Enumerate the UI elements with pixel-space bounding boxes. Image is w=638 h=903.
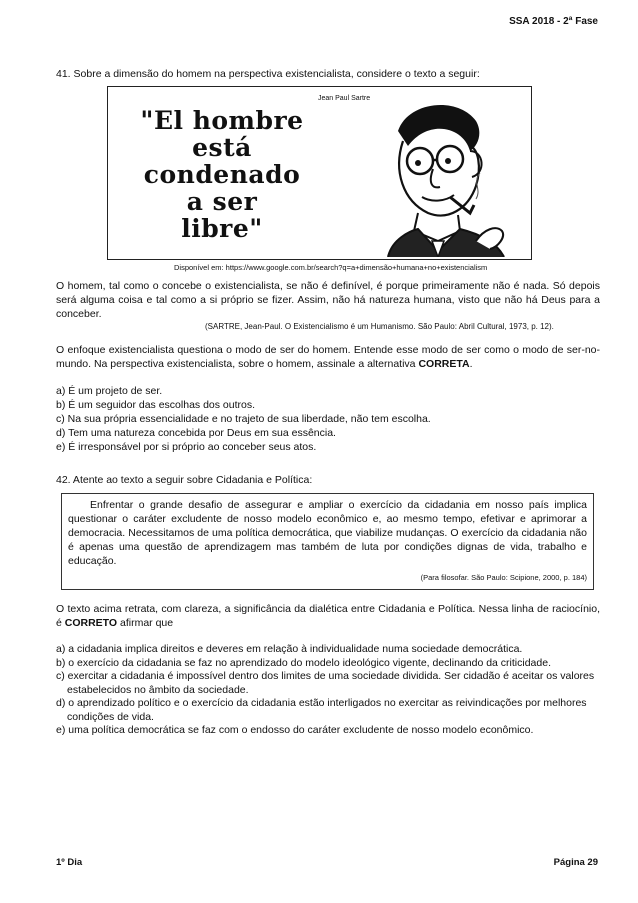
question-42-statement [56,602,600,630]
exam-header: SSA 2018 - 2ª Fase [509,16,598,27]
sartre-citation: (SARTRE, Jean-Paul. O Existencialismo é um Humanismo. São Paulo: Abril Cultural, 1973, p. 12). [205,322,554,331]
citizenship-text: Enfrentar o grande desafio de assegurar e ampliar o exercício da cidadania em nosso país implica questionar o caráter excludente de nosso modelo econômico e, ao mesmo tempo, efetivar e aprimorar a democracia. Necessitamos de uma política democrática, que viabilize mudanças. O exercício da cidadania não é apenas uma questão de aprendizagem mas também de luta por condições dignas de vida, trabalho e educação. [68,499,587,567]
question-41-alternatives [56,384,431,454]
quote-line: "El hombre [140,106,304,135]
question-42-prompt: 42. Atente ao texto a seguir sobre Cidadania e Política: [56,474,313,486]
alternative-c: c) exercitar a cidadania é impossível dentro dos limites de uma sociedade dividida. Ser cidadão é aceitar os valores estabelecidos no âmbito da sociedade. [56,670,595,696]
alternative-a: a) É um projeto de ser. [56,385,163,397]
statement-text: O enfoque existencialista questiona o modo de ser do homem. Entende esse modo de ser como o modo de ser-no-mundo. Na perspectiva existencialista, sobre o homem, assinale a alternativa [56,344,600,370]
alternative-d: d) o aprendizado político e o exercício da cidadania estão interligados no exercitar as reivindicações por melhores condições de vida. [56,697,587,723]
quote-line: está [192,133,252,162]
statement-end: afirmar que [117,617,174,629]
statement-end: . [469,358,473,370]
statement-text: O texto acima retrata, com clareza, a significância da dialética entre Cidadania e Política. Nessa linha de raciocínio, é [56,603,600,629]
question-42-alternatives [56,643,600,738]
quote-line: a ser [186,187,258,216]
quote-line: libre" [181,214,263,243]
alternative-e: e) uma política democrática se faz com o endosso do caráter excludente de nosso modelo econômico. [56,724,534,736]
sartre-paragraph: O homem, tal como o concebe o existencialista, se não é definível, é porque primeiramente não é nada. Só depois será alguma coisa e tal como a si próprio se fizer. Assim, não há natureza humana, visto que não há Deus para a conceber. [56,280,600,320]
alternative-d: d) Tem uma natureza concebida por Deus em sua essência. [56,427,336,439]
citizenship-text-box [61,493,594,590]
citizenship-citation: (Para filosofar. São Paulo: Scipione, 2000, p. 184) [420,573,587,582]
alternative-e: e) É irresponsável por si próprio ao conceber seus atos. [56,441,317,453]
sartre-caricature-icon [358,91,526,257]
question-41-statement [56,343,600,371]
question-41-prompt: 41. Sobre a dimensão do homem na perspectiva existencialista, considere o texto a seguir: [56,68,480,80]
alternative-b: b) É um seguidor das escolhas dos outros. [56,399,256,411]
footer-day: 1º Dia [56,857,83,868]
image-source: Disponível em: https://www.google.com.br/search?q=a+dimensão+humana+no+existencialism [174,263,488,272]
statement-emphasis: CORRETA [418,358,470,370]
alternative-b: b) o exercício da cidadania se faz no aprendizado do modelo ideológico vigente, declinando da criticidade. [56,656,551,669]
alternative-a: a) a cidadania implica direitos e deveres em relação à individualidade numa sociedade democrática. [56,643,523,655]
alternative-c: c) Na sua própria essencialidade e no trajeto de sua liberdade, não tem escolha. [56,413,431,425]
quote-line: condenado [143,160,301,189]
author-caption: Jean Paul Sartre [318,95,371,102]
sartre-quote [122,107,322,242]
statement-emphasis: CORRETO [64,617,118,629]
footer-page-number: Página 29 [553,857,598,868]
sartre-figure [107,86,532,260]
